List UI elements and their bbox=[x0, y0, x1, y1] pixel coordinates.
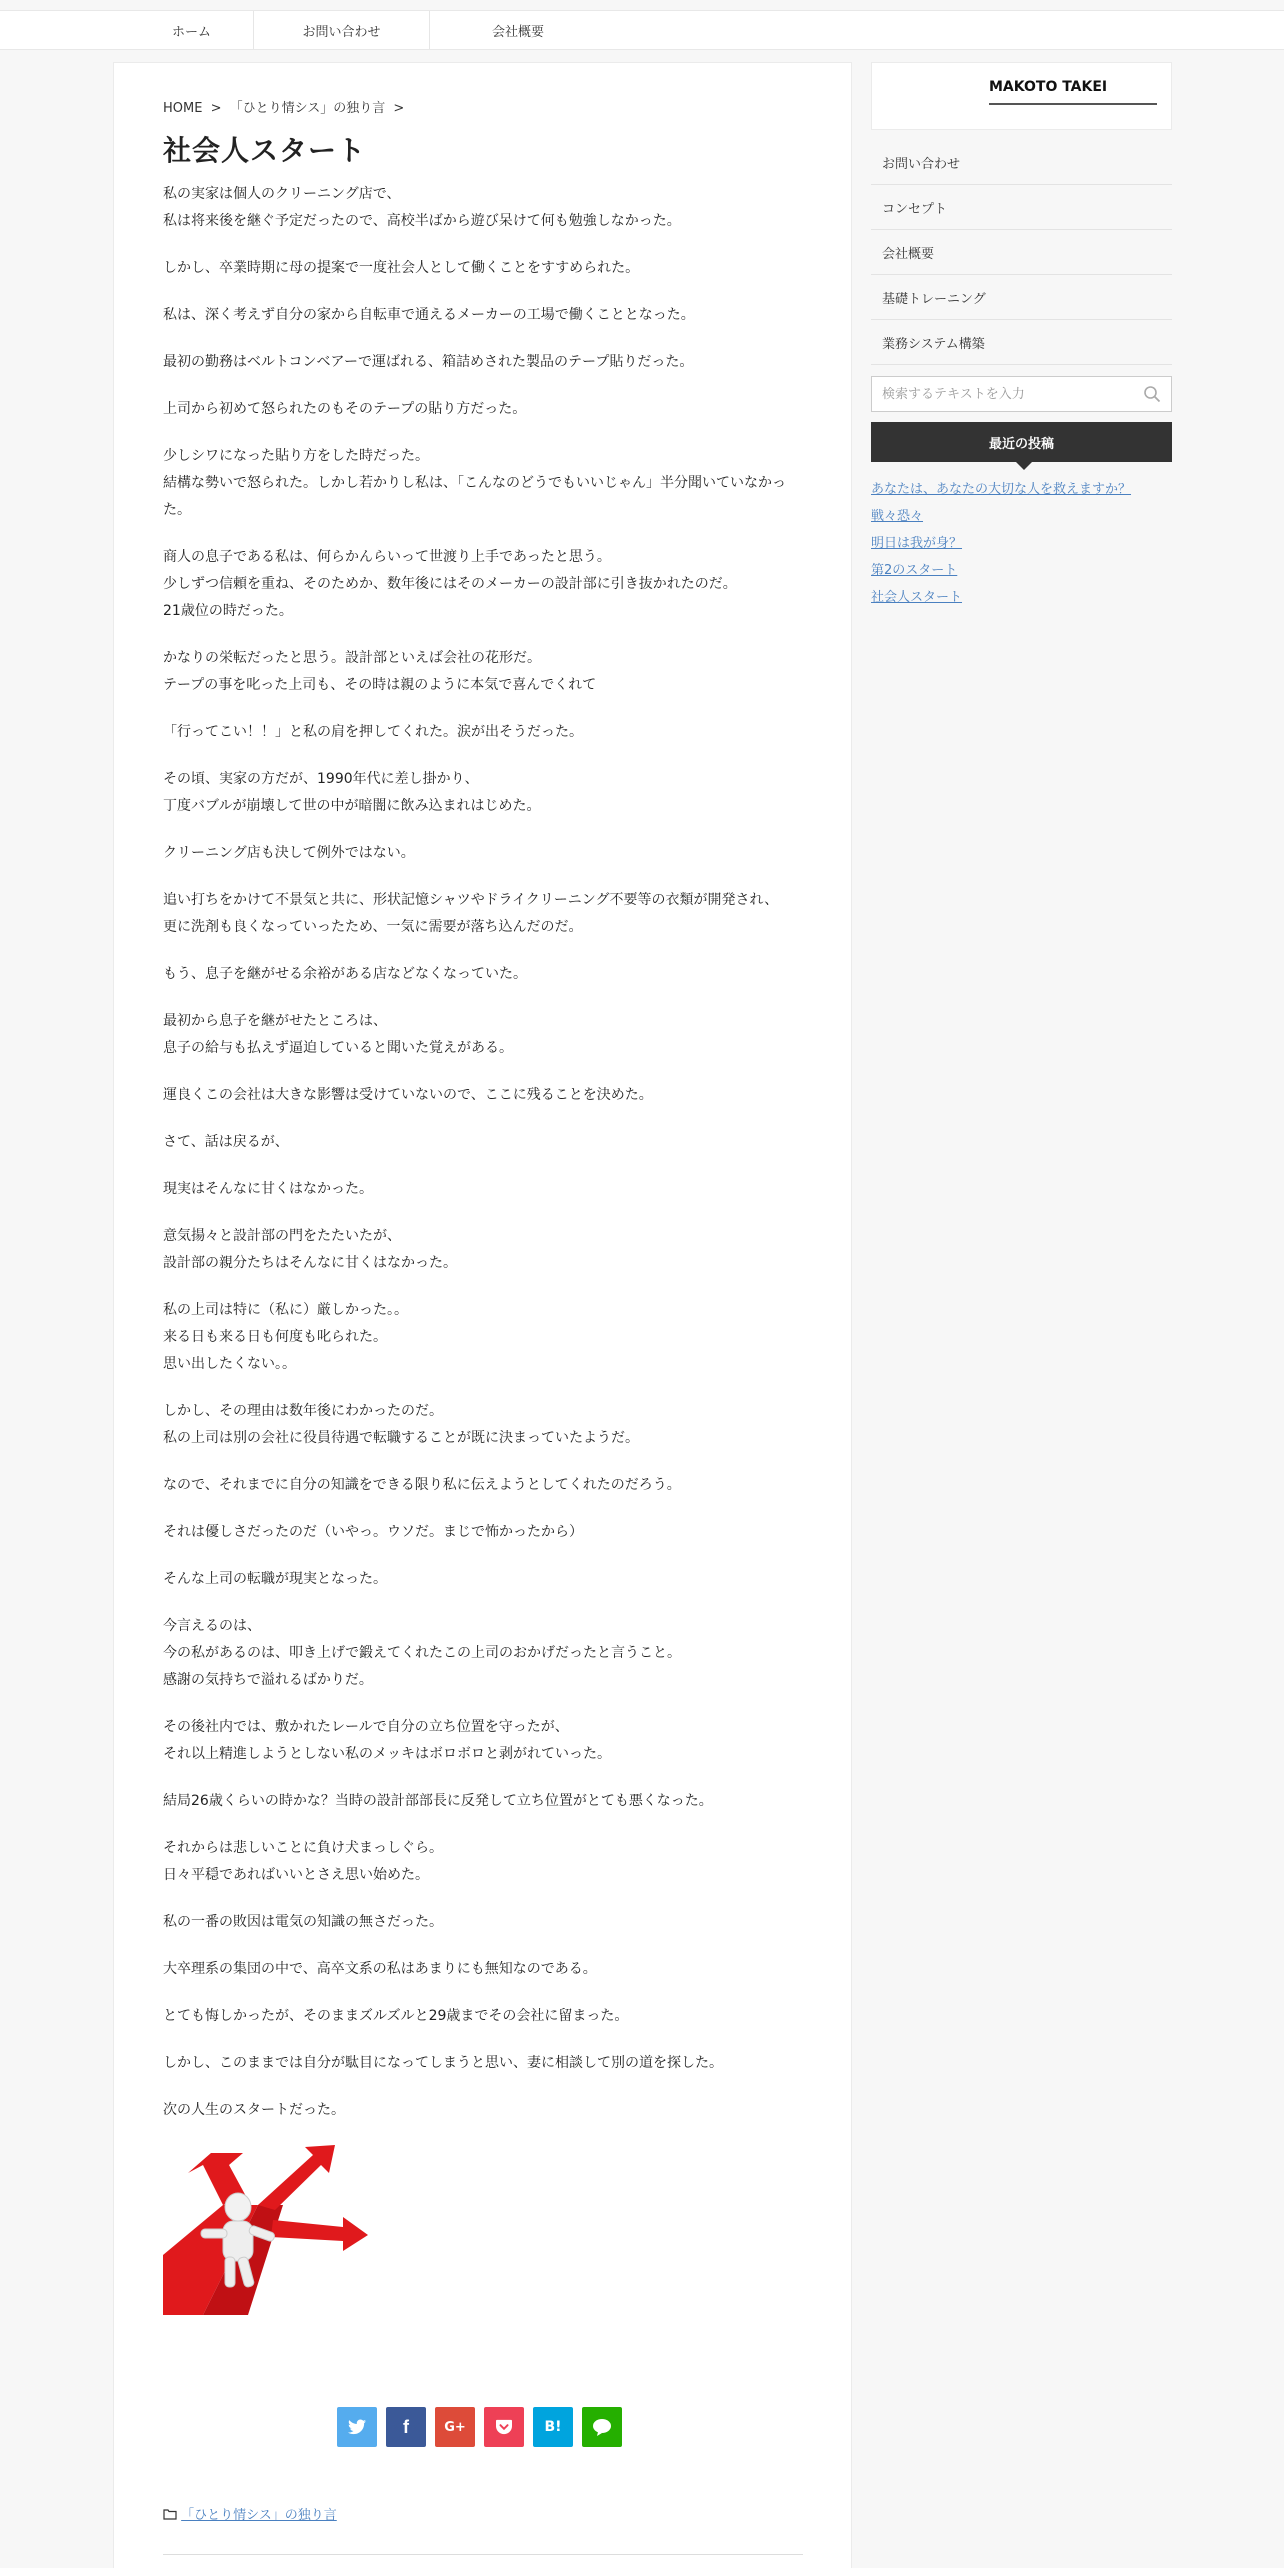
breadcrumb-separator: > bbox=[393, 101, 405, 116]
recent-post-link[interactable]: 戦々恐々 bbox=[871, 509, 924, 524]
nav-item-home[interactable]: ホーム bbox=[130, 11, 254, 49]
top-nav bbox=[0, 10, 1284, 50]
header-arrow bbox=[1016, 462, 1032, 470]
main-content bbox=[113, 62, 852, 2568]
sidebar-item-system[interactable]: 業務システム構築 bbox=[871, 320, 1172, 365]
article-paragraph: 私は、深く考えず自分の家から自転車で通えるメーカーの工場で働くこととなった。 bbox=[163, 307, 695, 323]
article-paragraph: 現実はそんなに甘くはなかった。 bbox=[163, 1181, 373, 1197]
recent-posts-title: 最近の投稿 bbox=[988, 436, 1054, 452]
pocket-share-button[interactable] bbox=[484, 2407, 524, 2447]
article-paragraph: 大卒理系の集団の中で、高卒文系の私はあまりにも無知なのである。 bbox=[163, 1961, 597, 1977]
article-paragraph: しかし、このままでは自分が駄目になってしまうと思い、妻に相談して別の道を探した。 bbox=[163, 2055, 723, 2071]
article-paragraph: しかし、その理由は数年後にわかったのだ。 私の上司は別の会社に役員待遇で転職することが既に決まっていたようだ。 bbox=[163, 1403, 639, 1446]
article-paragraph: 商人の息子である私は、何らかんらいって世渡り上手であったと思う。 少しずつ信頼を重ね、そのためか、数年後にはそのメーカーの設計部に引き抜かれたのだ。 21歳位の時だった。 bbox=[163, 549, 737, 619]
post-category bbox=[163, 2504, 337, 2523]
recent-post-link[interactable]: 第2のスタート bbox=[871, 563, 958, 578]
divider bbox=[163, 2554, 803, 2555]
article-paragraph: 運良くこの会社は大きな影響は受けていないので、ここに残ることを決めた。 bbox=[163, 1087, 653, 1103]
line-share-button[interactable] bbox=[582, 2407, 622, 2447]
article-paragraph: 少しシワになった貼り方をした時だった。 結構な勢いで怒られた。しかし若かりし私は、「こんなのどうでもいいじゃん」半分聞いていなかった。 bbox=[163, 448, 786, 518]
pocket-icon bbox=[495, 2419, 513, 2435]
article-paragraph: 最初から息子を継がせたところは、 息子の給与も払えず逼迫していると聞いた覚えがある。 bbox=[163, 1013, 513, 1056]
twitter-icon bbox=[348, 2419, 366, 2435]
sidebar-item-concept[interactable]: コンセプト bbox=[871, 185, 1172, 230]
article-paragraph: なので、それまでに自分の知識をできる限り私に伝えようとしてくれたのだろう。 bbox=[163, 1477, 681, 1493]
breadcrumb bbox=[163, 97, 408, 116]
article-paragraph: そんな上司の転職が現実となった。 bbox=[163, 1571, 387, 1587]
article-paragraph: それからは悲しいことに負け犬まっしぐら。 日々平穏であればいいとさえ思い始めた。 bbox=[163, 1840, 443, 1883]
nav-item-contact[interactable]: お問い合わせ bbox=[254, 11, 430, 49]
article-paragraph: 「行ってこい！！」と私の肩を押してくれた。涙が出そうだった。 bbox=[163, 724, 583, 740]
search-icon[interactable] bbox=[1143, 385, 1161, 403]
article-paragraph: その後社内では、敷かれたレールで自分の立ち位置を守ったが、 それ以上精進しようとしない私のメッキはボロボロと剥がれていった。 bbox=[163, 1719, 611, 1762]
crossroads-illustration bbox=[163, 2145, 373, 2315]
page-title: 社会人スタート bbox=[163, 134, 367, 167]
profile-widget bbox=[871, 62, 1172, 130]
googleplus-share-button[interactable] bbox=[435, 2407, 475, 2447]
article-paragraph: その頃、実家の方だが、1990年代に差し掛かり、 丁度バブルが崩壊して世の中が暗闇に飲み込まれはじめた。 bbox=[163, 771, 541, 814]
hatena-icon: B! bbox=[544, 2419, 562, 2435]
list-item bbox=[871, 530, 1131, 557]
article-paragraph: かなりの栄転だったと思う。設計部といえば会社の花形だ。 テープの事を叱った上司も、その時は親のように本気で喜んでくれて bbox=[163, 650, 597, 693]
article-paragraph: 次の人生のスタートだった。 bbox=[163, 2102, 345, 2118]
article-paragraph: 結局26歳くらいの時かな？当時の設計部部長に反発して立ち位置がとても悪くなった。 bbox=[163, 1793, 713, 1809]
twitter-share-button[interactable] bbox=[337, 2407, 377, 2447]
recent-posts-list bbox=[871, 476, 1131, 611]
nav-item-company[interactable]: 会社概要 bbox=[491, 24, 544, 40]
sidebar-nav bbox=[871, 140, 1172, 365]
breadcrumb-separator: > bbox=[210, 101, 222, 116]
search-input[interactable] bbox=[872, 377, 1127, 411]
facebook-share-button[interactable] bbox=[386, 2407, 426, 2447]
category-link[interactable]: 「ひとり情シス」の独り言 bbox=[181, 2508, 337, 2523]
article-paragraph: さて、話は戻るが、 bbox=[163, 1134, 289, 1150]
googleplus-icon: G+ bbox=[444, 2419, 466, 2435]
recent-post-link[interactable]: 明日は我が身？ bbox=[871, 536, 963, 551]
breadcrumb-home[interactable]: HOME bbox=[163, 101, 203, 116]
article-paragraph: 意気揚々と設計部の門をたたいたが、 設計部の親分たちはそんなに甘くはなかった。 bbox=[163, 1228, 457, 1271]
article-body bbox=[163, 181, 803, 2144]
article-paragraph: 私の上司は特に（私に）厳しかった。。 来る日も来る日も何度も叱られた。 思い出したくない。。 bbox=[163, 1302, 408, 1372]
list-item bbox=[871, 584, 1131, 611]
line-icon bbox=[592, 2418, 612, 2436]
article-paragraph: もう、息子を継がせる余裕がある店などなくなっていた。 bbox=[163, 966, 527, 982]
profile-name[interactable]: MAKOTO TAKEI bbox=[989, 79, 1108, 95]
breadcrumb-category[interactable]: 「ひとり情シス」の独り言 bbox=[229, 101, 386, 116]
folder-icon bbox=[163, 2509, 177, 2520]
article-paragraph: 最初の勤務はベルトコンベアーで運ばれる、箱詰めされた製品のテープ貼りだった。 bbox=[163, 354, 694, 370]
facebook-icon: f bbox=[403, 2416, 409, 2437]
recent-posts-header bbox=[871, 422, 1172, 462]
profile-underline bbox=[989, 103, 1157, 105]
article-paragraph: それは優しさだったのだ（いやっ。ウソだ。まじで怖かったから） bbox=[163, 1524, 583, 1540]
article-paragraph: 私の一番の敗因は電気の知識の無さだった。 bbox=[163, 1914, 443, 1930]
recent-post-link[interactable]: あなたは、あなたの大切な人を救えますか？ bbox=[871, 482, 1132, 497]
recent-post-link[interactable]: 社会人スタート bbox=[871, 590, 963, 605]
list-item bbox=[871, 476, 1131, 503]
article-paragraph: とても悔しかったが、そのままズルズルと29歳までその会社に留まった。 bbox=[163, 2008, 629, 2024]
sidebar-item-company[interactable]: 会社概要 bbox=[871, 230, 1172, 275]
article-paragraph: 私の実家は個人のクリーニング店で、 私は将来後を継ぐ予定だったので、高校半ばから遊び呆けて何も勉強しなかった。 bbox=[163, 186, 681, 229]
article-paragraph: しかし、卒業時期に母の提案で一度社会人として働くことをすすめられた。 bbox=[163, 260, 640, 276]
search-box bbox=[871, 376, 1172, 412]
article-paragraph: 追い打ちをかけて不景気と共に、形状記憶シャツやドライクリーニング不要等の衣類が開発され、 更に洗剤も良くなっていったため、一気に需要が落ち込んだのだ。 bbox=[163, 892, 779, 935]
sidebar-item-contact[interactable]: お問い合わせ bbox=[871, 140, 1172, 185]
article-paragraph: 今言えるのは、 今の私があるのは、叩き上げで鍛えてくれたこの上司のおかげだったと言うこと。 感謝の気持ちで溢れるばかりだ。 bbox=[163, 1618, 681, 1688]
article-paragraph: クリーニング店も決して例外ではない。 bbox=[163, 845, 415, 861]
article-paragraph: 上司から初めて怒られたのもそのテープの貼り方だった。 bbox=[163, 401, 527, 417]
sidebar-item-training[interactable]: 基礎トレーニング bbox=[871, 275, 1172, 320]
list-item bbox=[871, 503, 1131, 530]
share-buttons bbox=[337, 2407, 622, 2447]
hatena-share-button[interactable] bbox=[533, 2407, 573, 2447]
list-item bbox=[871, 557, 1131, 584]
